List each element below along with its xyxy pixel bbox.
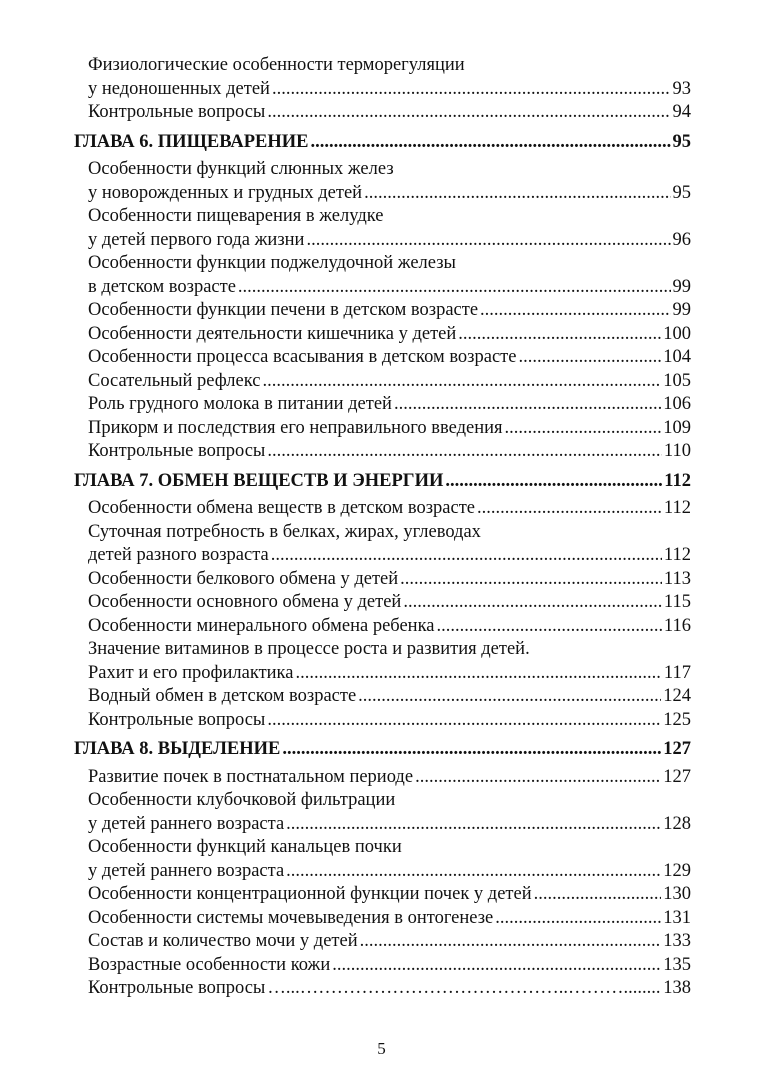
toc-entry: [74, 497, 691, 521]
toc-page-number: 99: [672, 300, 691, 320]
toc-entry-title: у детей первого года жизни: [88, 229, 305, 250]
toc-entry: [74, 709, 691, 733]
dot-leader: ...................................... .....: [437, 615, 662, 639]
toc-page-number: 131: [663, 907, 691, 928]
toc-entry-title: Прикорм и последствия его неправильного введения: [88, 417, 503, 438]
dot-leader: ........................................................................... .....: [267, 709, 661, 733]
dot-leader: ............................................. .....: [400, 568, 662, 592]
toc-entry-title-line: Особенности клубочковой фильтрации: [88, 790, 396, 810]
toc-page-number: 125: [663, 709, 691, 730]
toc-entry: [74, 440, 691, 464]
toc-entry: [74, 977, 691, 1001]
dot-leader: ........................................................................ .....: [286, 860, 661, 884]
toc-entry-title: Водный обмен в детском возрасте: [88, 686, 357, 706]
toc-page-number: 94: [672, 102, 691, 122]
toc-chapter: [74, 131, 691, 155]
dot-leader: ............................................... .....: [394, 393, 661, 417]
toc-entry-title-line: Значение витаминов в процессе роста и развития детей.: [88, 639, 530, 659]
toc-page-number: 127: [663, 766, 691, 787]
toc-page-number: 95: [672, 182, 691, 203]
toc-page-number: 104: [663, 347, 691, 367]
toc-entry-title: Контрольные вопросы: [88, 441, 266, 461]
toc-entry: [74, 205, 691, 252]
toc-entry: [74, 346, 691, 370]
toc-entry-title: у новорожденных и грудных детей: [88, 182, 363, 203]
dot-leader: ........................................................................... .....: [267, 440, 662, 464]
toc-entry-title: Состав и количество мочи у детей: [88, 931, 358, 951]
toc-entry-title: у детей раннего возраста: [88, 860, 285, 881]
toc-entry: [74, 954, 691, 978]
toc-entry-title: Особенности белкового обмена у детей: [88, 568, 399, 589]
toc-entry: [74, 393, 691, 417]
toc-page-number: 109: [663, 417, 691, 438]
toc-page-number: 135: [663, 954, 691, 975]
toc-entry: [74, 323, 691, 347]
toc-page-number: 105: [663, 370, 691, 391]
toc-page-number: 100: [663, 323, 691, 344]
dot-leader: ....................................................................... .....: [306, 229, 670, 253]
toc-page-number: 133: [663, 931, 691, 951]
toc-entry-title: Особенности концентрационной функции почек у детей: [88, 884, 532, 904]
toc-entry-title: Особенности основного обмена у детей: [88, 592, 402, 612]
toc-entry: [74, 615, 691, 639]
toc-page-number: 115: [663, 592, 691, 612]
toc-entry-title: Возрастные особенности кожи: [88, 954, 331, 975]
toc-entry-title: Особенности деятельности кишечника у детей: [88, 323, 457, 344]
toc-entry-title: Контрольные вопросы: [88, 709, 266, 730]
toc-page-number: 138: [663, 978, 691, 998]
toc-page-number: 96: [672, 229, 691, 250]
toc-page-number: 106: [663, 394, 691, 414]
toc-entry-title: ГЛАВА 6. ПИЩЕВАРЕНИЕ: [74, 131, 309, 152]
toc-entry-title: Особенности минерального обмена ребенка: [88, 615, 435, 636]
toc-entry: [74, 789, 691, 836]
toc-entry-title: Особенности процесса всасывания в детском возрасте: [88, 347, 517, 367]
toc-page-number: 124: [663, 686, 691, 706]
toc-page-number: 128: [663, 813, 691, 834]
toc-chapter: [74, 470, 691, 494]
toc-entry: [74, 101, 691, 125]
toc-page-number: 129: [663, 860, 691, 881]
dot-leader: ................... .....: [518, 346, 661, 370]
toc-page-number: 95: [672, 131, 691, 152]
dot-leader: .................................................................... .....: [282, 738, 661, 762]
toc-entry-title: Контрольные вопросы: [88, 978, 266, 998]
toc-entry-title-line: Особенности функций канальцев почки: [88, 837, 402, 857]
dot-leader: ................................ .....: [480, 299, 670, 323]
toc-page-number: 110: [663, 441, 691, 461]
toc-entry-title-line: Физиологические особенности терморегуляции: [88, 55, 465, 75]
toc-entry: [74, 568, 691, 592]
dot-leader: …...……………………………………..……… .....: [267, 977, 661, 1001]
toc-page-number: 127: [663, 739, 691, 759]
toc-entry: [74, 54, 691, 101]
toc-entry-title: Сосательный рефлекс: [88, 370, 261, 391]
toc-page-number: 112: [663, 545, 691, 565]
dot-leader: ....................................................................... .....: [295, 662, 661, 686]
toc-entry-title: в детском возрасте: [88, 276, 236, 297]
toc-page-number: 113: [663, 568, 691, 589]
dot-leader: ............................................. .....: [403, 591, 662, 615]
toc-entry-title: ГЛАВА 8. ВЫДЕЛЕНИЕ: [74, 739, 281, 759]
dot-leader: ............................. .....: [477, 497, 662, 521]
toc-page-number: 93: [672, 78, 691, 99]
dot-leader: ........................................................................ .....: [286, 813, 661, 837]
toc-entry: [74, 417, 691, 441]
toc-entry: [74, 907, 691, 931]
toc-chapter: [74, 738, 691, 762]
toc-entry: [74, 836, 691, 883]
toc-entry-title: Контрольные вопросы: [88, 102, 266, 122]
page-number: 5: [377, 1039, 386, 1058]
toc-entry: [74, 766, 691, 790]
dot-leader: ........................................................ .....: [364, 182, 670, 206]
toc-entry-title-line: Особенности функций слюнных желез: [88, 159, 394, 179]
toc-entry: [74, 370, 691, 394]
toc-page-number: 112: [663, 498, 691, 518]
toc-page-number: 116: [663, 615, 691, 636]
toc-entry: [74, 638, 691, 685]
dot-leader: ....................................................... .....: [358, 685, 661, 709]
dot-leader: ....................................................................................... .....: [238, 276, 671, 300]
dot-leader: .......................................... .....: [415, 766, 661, 790]
toc-entry: [74, 521, 691, 568]
toc-entry-title: Развитие почек в постнатальном периоде: [88, 766, 414, 787]
dot-leader: ......................... .....: [495, 907, 661, 931]
toc-entry-title: Роль грудного молока в питании детей: [88, 394, 392, 414]
toc-entry-title-line: Особенности пищеварения в желудке: [88, 206, 384, 226]
dot-leader: ............................................................................ .....: [271, 544, 662, 568]
toc-page-number: 112: [664, 470, 691, 491]
toc-entry-title: Особенности обмена веществ в детском возрасте: [88, 498, 476, 518]
toc-entry: [74, 591, 691, 615]
toc-entry-title: Рахит и его профилактика: [88, 662, 294, 683]
toc-page-number: 99: [672, 276, 691, 297]
toc-entry-title: Особенности функции печени в детском возрасте: [88, 300, 479, 320]
dot-leader: ................................................................. .....: [311, 131, 671, 155]
toc-entry-title-line: Суточная потребность в белках, жирах, углеводах: [88, 521, 481, 542]
dot-leader: ........................................................................... .....: [262, 370, 661, 394]
dot-leader: .......................................................................... .....: [267, 101, 670, 125]
toc-entry: [74, 299, 691, 323]
toc-page-number: 130: [663, 884, 691, 904]
toc-entry: [74, 252, 691, 299]
dot-leader: ....................................................... .....: [360, 930, 662, 954]
toc-entry: [74, 158, 691, 205]
toc-entry: [74, 685, 691, 709]
table-of-contents: [74, 54, 691, 1001]
toc-entry: [74, 930, 691, 954]
dot-leader: ................................... .....: [458, 323, 661, 347]
dot-leader: ............................................................ .....: [332, 954, 661, 978]
toc-entry-title: у недоношенных детей: [88, 78, 270, 99]
toc-entry: [74, 883, 691, 907]
toc-entry-title: ГЛАВА 7. ОБМЕН ВЕЩЕСТВ И ЭНЕРГИИ: [74, 470, 444, 491]
dot-leader: ........................................................................... .....: [272, 78, 671, 102]
dot-leader: ................................. .....: [445, 470, 662, 494]
dot-leader: ..................... .....: [505, 417, 662, 441]
toc-page-number: 117: [663, 662, 691, 683]
toc-entry-title: детей разного возраста: [88, 545, 269, 565]
dot-leader: ............... .....: [534, 883, 662, 907]
toc-entry-title-line: Особенности функции поджелудочной железы: [88, 253, 456, 273]
toc-entry-title: у детей раннего возраста: [88, 813, 285, 834]
toc-entry-title: Особенности системы мочевыведения в онтогенезе: [88, 907, 494, 928]
